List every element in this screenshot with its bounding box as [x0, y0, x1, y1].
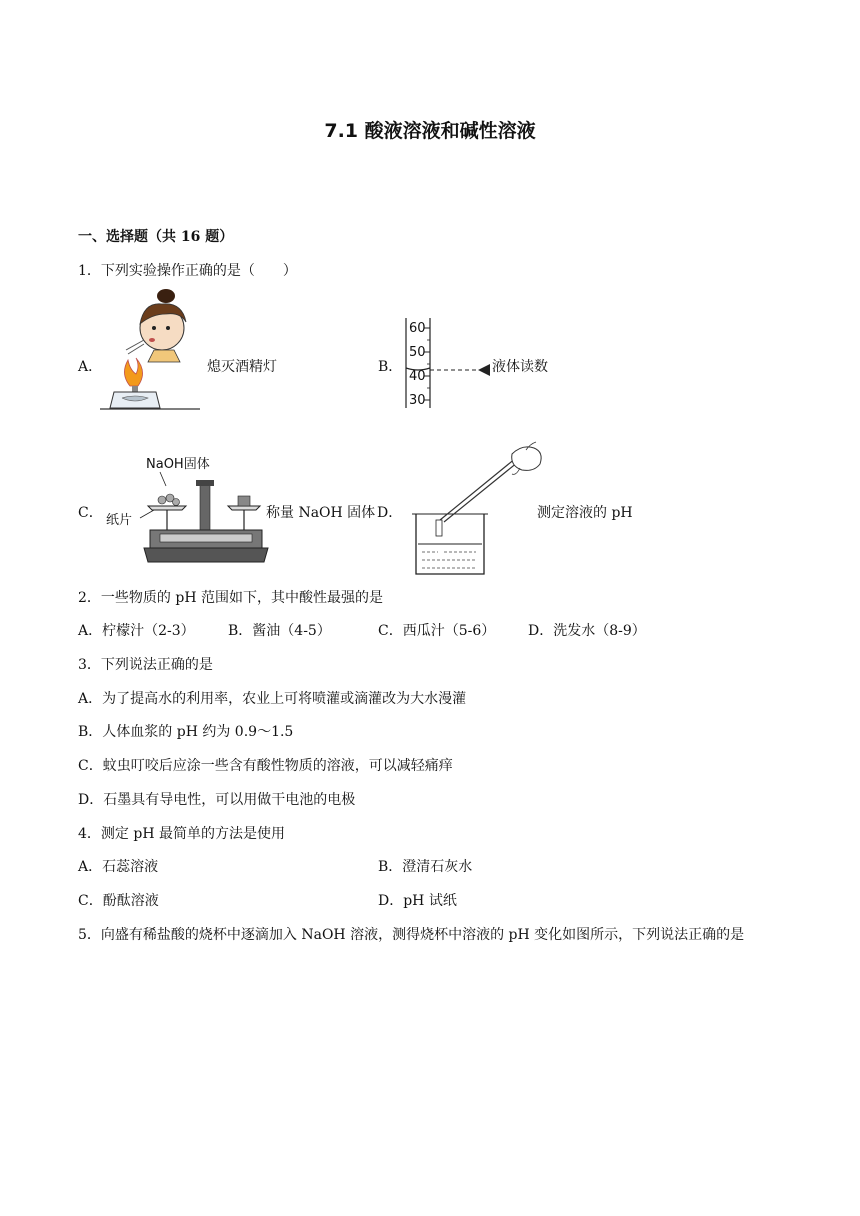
- q4-option-d: D．pH 试纸: [378, 893, 457, 909]
- naoh-label: NaOH固体: [146, 457, 210, 472]
- q1-option-a-letter: A．: [78, 359, 103, 375]
- alcohol-lamp-figure: [100, 288, 200, 410]
- question-5-stem: 5．向盛有稀盐酸的烧杯中逐滴加入 NaOH 溶液，测得烧杯中溶液的 pH 变化如图所示，下列说法正确的是: [78, 927, 745, 943]
- ph-measure-figure: [400, 440, 550, 580]
- question-3-stem: 3．下列说法正确的是: [78, 657, 213, 673]
- q3-option-a: A．为了提高水的利用率，农业上可将喷灌或滴灌改为大水漫灌: [78, 691, 467, 707]
- q3-option-d: D．石墨具有导电性，可以用做干电池的电极: [78, 792, 356, 808]
- q1-option-a-caption: 熄灭酒精灯: [207, 359, 277, 375]
- question-4-stem: 4．测定 pH 最简单的方法是使用: [78, 826, 285, 842]
- scale-40: 40: [409, 369, 426, 384]
- q1-option-c-letter: C．: [78, 505, 103, 521]
- q1-option-b-caption: 液体读数: [492, 359, 548, 375]
- q4-option-c: C．酚酞溶液: [78, 893, 159, 909]
- q3-option-c: C．蚊虫叮咬后应涂一些含有酸性物质的溶液，可以减轻痛痒: [78, 758, 453, 774]
- question-2-stem: 2．一些物质的 pH 范围如下，其中酸性最强的是: [78, 590, 383, 606]
- cylinder-reading-figure: [400, 318, 492, 410]
- eye-icon: [478, 364, 490, 376]
- q1-option-c-caption: 称量 NaOH 固体: [266, 505, 376, 521]
- q2-option-b: B．酱油（4-5）: [228, 623, 331, 639]
- q4-option-a: A．石蕊溶液: [78, 859, 159, 875]
- scale-50: 50: [409, 345, 426, 360]
- q1-option-b-letter: B．: [378, 359, 403, 375]
- q2-option-a: A．柠檬汁（2-3）: [78, 623, 195, 639]
- page-title: 7.1 酸液溶液和碱性溶液: [324, 120, 536, 142]
- q2-option-c: C．西瓜汁（5-6）: [378, 623, 496, 639]
- q1-option-d-caption: 测定溶液的 pH: [537, 505, 633, 521]
- scale-60: 60: [409, 321, 426, 336]
- q4-option-b: B．澄清石灰水: [378, 859, 473, 875]
- q1-option-d-letter: D．: [377, 505, 403, 521]
- question-1-stem: 1．下列实验操作正确的是（ ）: [78, 263, 297, 279]
- balance-figure: [100, 452, 268, 566]
- paper-label: 纸片: [106, 513, 133, 528]
- q2-option-d: D．洗发水（8-9）: [528, 623, 646, 639]
- q3-option-b: B．人体血浆的 pH 约为 0.9～1.5: [78, 724, 294, 740]
- section-heading: 一、选择题（共 16 题）: [78, 229, 234, 245]
- scale-30: 30: [409, 393, 426, 408]
